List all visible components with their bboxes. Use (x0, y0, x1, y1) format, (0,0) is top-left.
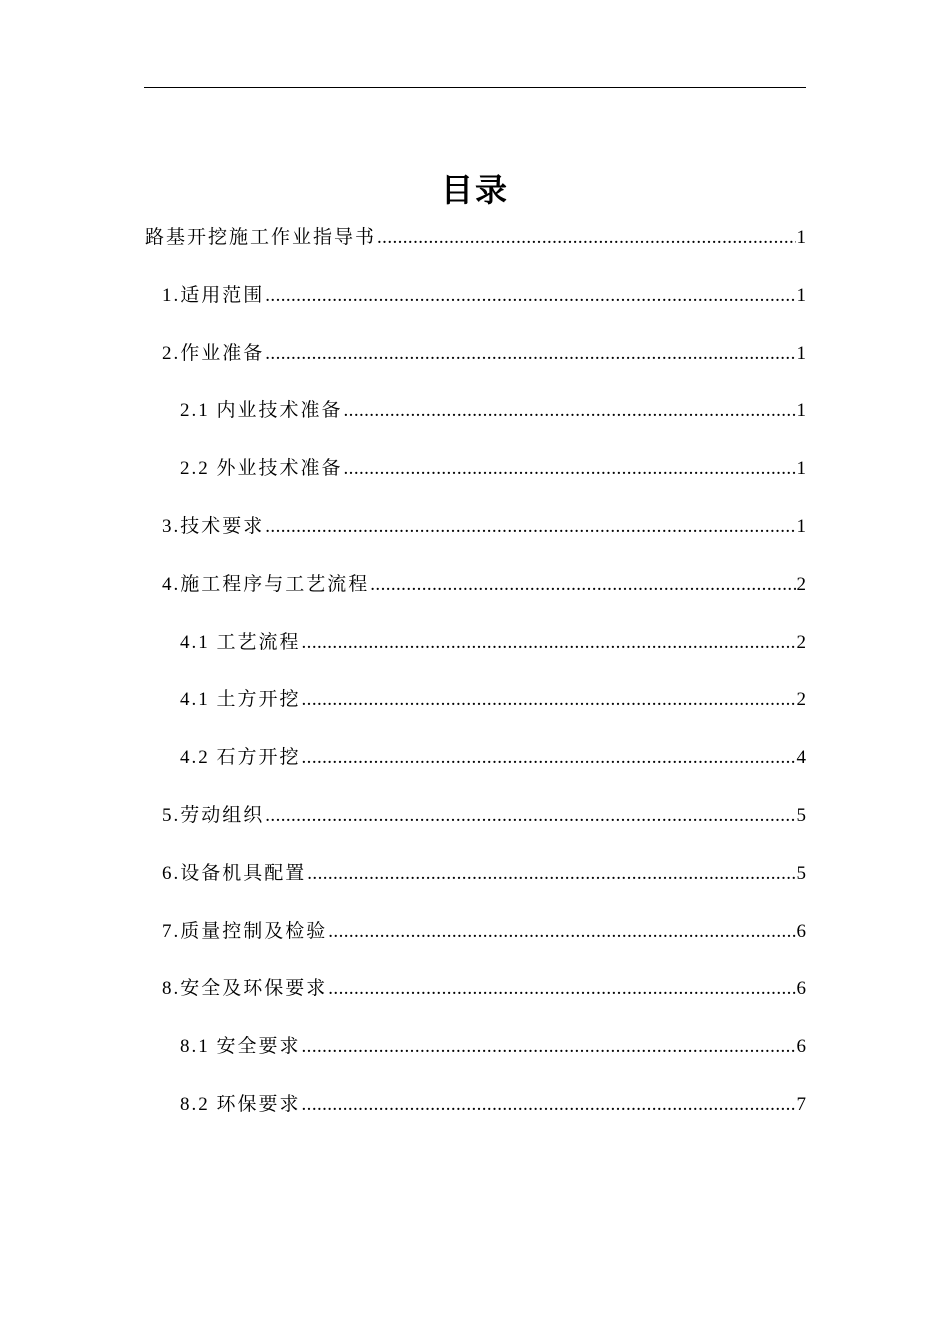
toc-entry[interactable] (162, 917, 806, 947)
toc-entry-label: 8.安全及环保要求 (162, 978, 328, 1000)
toc-entry-label: 4.2 石方开挖 (180, 747, 301, 769)
toc-entry[interactable] (180, 1090, 806, 1120)
toc-page-number: 6 (796, 920, 806, 942)
toc-dot-leader (328, 974, 795, 1004)
toc-entry-label: 3.技术要求 (162, 516, 265, 537)
toc-dot-leader (344, 396, 796, 426)
toc-page-number: 1 (796, 400, 806, 422)
toc-entry-label: 8.1 安全要求 (180, 1036, 301, 1058)
toc-page-number: 6 (796, 978, 806, 1000)
toc-dot-leader (302, 1090, 796, 1120)
toc-entry[interactable] (180, 1032, 806, 1062)
toc-entry-label: 5.劳动组织 (162, 805, 265, 826)
toc-entry-label: 4.施工程序与工艺流程 (162, 573, 370, 595)
toc-dot-leader (344, 454, 796, 484)
toc-page-number: 6 (796, 1036, 806, 1058)
toc-entry[interactable] (162, 859, 806, 889)
toc-entry-label: 6.设备机具配置 (162, 862, 307, 884)
toc-entry[interactable] (180, 628, 806, 658)
toc-entry[interactable] (162, 570, 806, 600)
toc-page-number: 1 (796, 227, 806, 248)
toc-page-number: 1 (796, 516, 806, 537)
toc-page-number: 7 (796, 1094, 806, 1115)
toc-entry-label: 2.1 内业技术准备 (180, 400, 343, 422)
header-rule (144, 87, 806, 88)
toc-dot-leader (302, 628, 796, 658)
toc-entry[interactable] (180, 454, 806, 484)
toc-entry-label: 1.适用范围 (162, 284, 265, 306)
toc-dot-leader (377, 223, 795, 253)
toc-dot-leader (265, 339, 795, 369)
toc-entry[interactable] (162, 339, 806, 369)
toc-dot-leader (265, 281, 795, 311)
toc-dot-leader (328, 917, 795, 947)
toc-entry-label: 2.2 外业技术准备 (180, 458, 343, 480)
toc-entry[interactable] (162, 512, 806, 542)
toc-entry-label: 7.质量控制及检验 (162, 920, 328, 942)
toc-entry[interactable] (162, 974, 806, 1004)
toc-entry[interactable] (180, 743, 806, 773)
toc-entry[interactable] (180, 396, 806, 426)
toc-entry-label: 路基开挖施工作业指导书 (145, 227, 377, 248)
toc-page-number: 1 (796, 342, 806, 364)
toc-entry-label: 8.2 环保要求 (180, 1094, 301, 1115)
toc-dot-leader (307, 859, 795, 889)
toc-dot-leader (265, 801, 795, 831)
toc-page-number: 1 (796, 284, 806, 306)
toc-page-number: 5 (796, 805, 806, 826)
toc-entry[interactable] (162, 801, 806, 831)
toc-dot-leader (302, 685, 796, 715)
toc-dot-leader (265, 512, 795, 542)
toc-dot-leader (302, 1032, 796, 1062)
toc-entry[interactable] (180, 685, 806, 715)
toc-entry-label: 2.作业准备 (162, 342, 265, 364)
toc-entry-label: 4.1 土方开挖 (180, 689, 301, 711)
toc-page-number: 2 (796, 631, 806, 653)
toc-page-number: 5 (796, 862, 806, 884)
toc-entry-label: 4.1 工艺流程 (180, 631, 301, 653)
toc-dot-leader (302, 743, 796, 773)
toc-page-number: 4 (796, 747, 806, 769)
page-title: 目录 (440, 171, 509, 209)
toc-entry[interactable] (145, 223, 806, 253)
toc-entry[interactable] (162, 281, 806, 311)
toc-page-number: 2 (796, 573, 806, 595)
toc-dot-leader (370, 570, 795, 600)
toc-page-number: 1 (796, 458, 806, 480)
toc-page-number: 2 (796, 689, 806, 711)
